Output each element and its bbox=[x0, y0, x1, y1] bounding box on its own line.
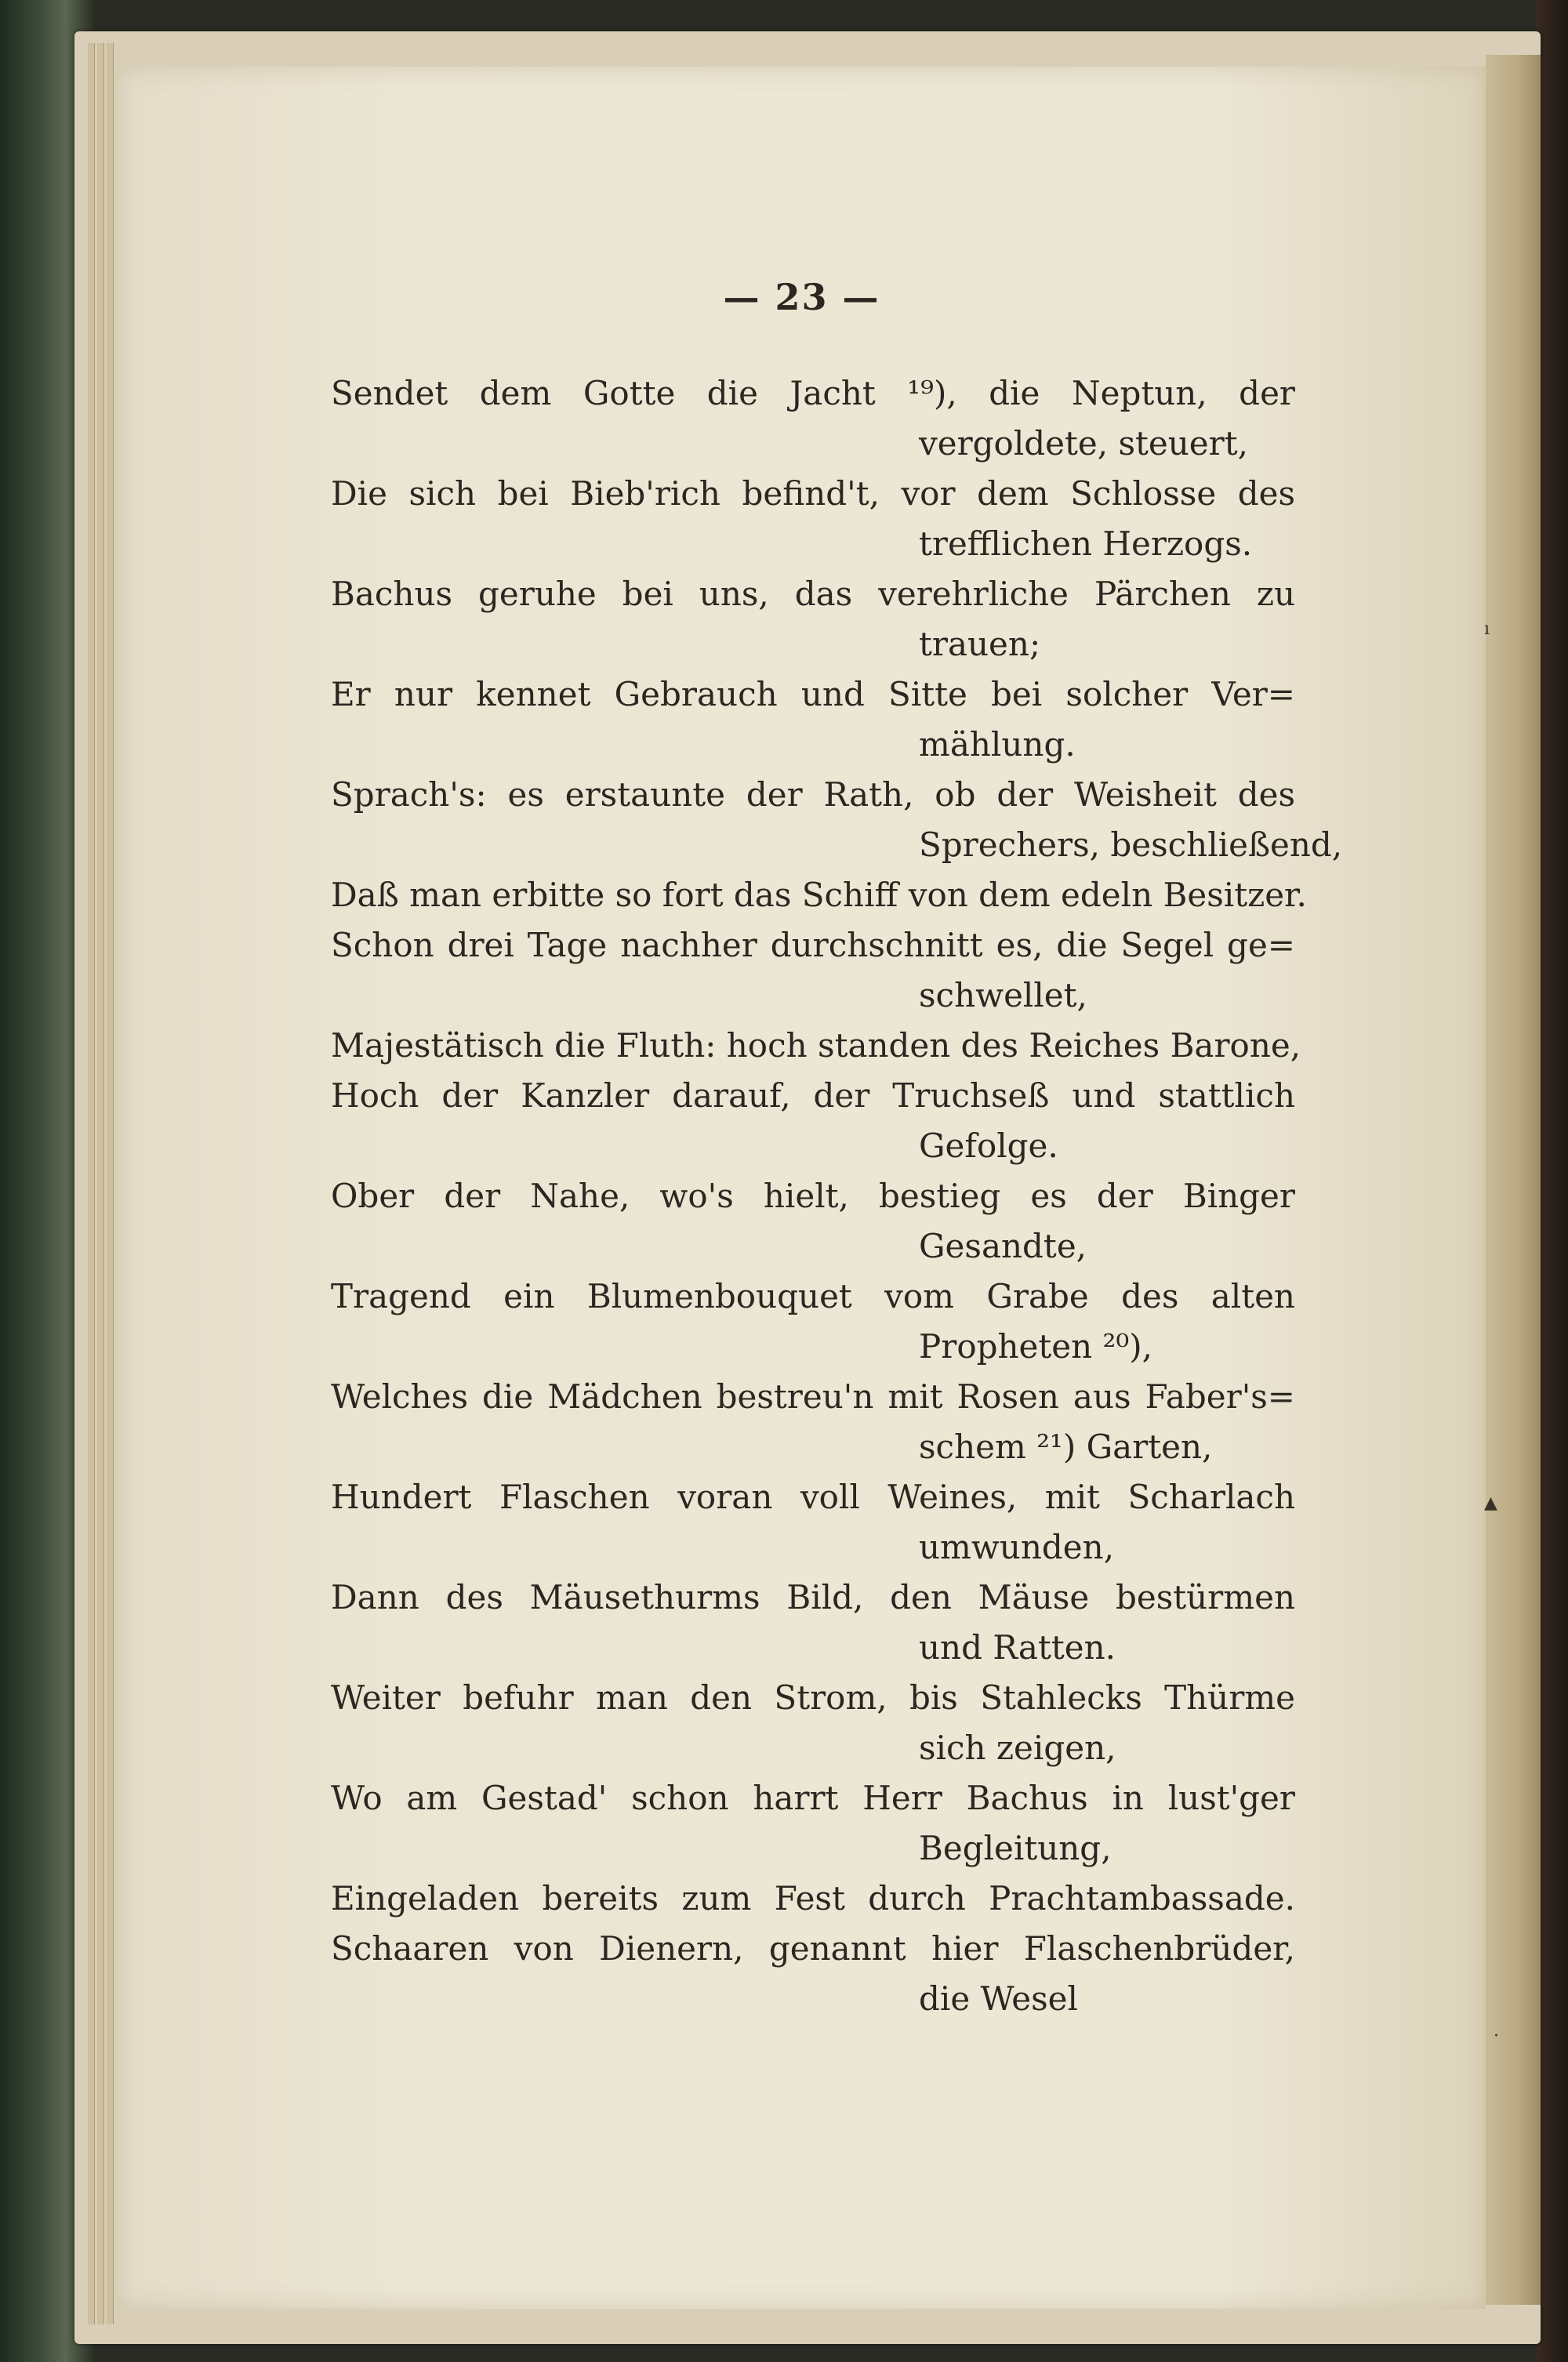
verse-continuation: vergoldete, steuert, bbox=[919, 424, 1248, 463]
verse bbox=[331, 1573, 1295, 1673]
verse-continuation: Begleitung, bbox=[919, 1829, 1112, 1867]
verse-line: Sprach's: es erstaunte der Rath, ob der Weisheit des bbox=[331, 775, 1295, 814]
verse bbox=[331, 1924, 1295, 2024]
verse-continuation: Gefolge. bbox=[919, 1127, 1058, 1165]
page-edge bbox=[107, 43, 114, 2324]
verse-continuation: schwellet, bbox=[919, 976, 1087, 1014]
verse-line: Hoch der Kanzler darauf, der Truchseß und stattlich bbox=[331, 1076, 1295, 1115]
page-edge-right bbox=[1486, 55, 1541, 2305]
verse-line: Hundert Flaschen voran voll Weines, mit Scharlach bbox=[331, 1478, 1295, 1516]
verse-line: Ober der Nahe, wo's hielt, bestieg es der Binger bbox=[331, 1177, 1295, 1215]
verse bbox=[331, 469, 1295, 569]
verse-continuation: mählung. bbox=[919, 725, 1076, 764]
verse-line: Tragend ein Blumenbouquet vom Grabe des alten bbox=[331, 1277, 1295, 1315]
verse-line: Wo am Gestad' schon harrt Herr Bachus in lust'ger bbox=[331, 1779, 1295, 1817]
page-number-header: — 23 — bbox=[723, 276, 880, 318]
verse-line: Schaaren von Dienern, genannt hier Flaschenbrüder, bbox=[331, 1929, 1295, 1968]
verse bbox=[331, 1071, 1295, 1171]
verse bbox=[331, 1372, 1295, 1472]
verse-continuation: trefflichen Herzogs. bbox=[919, 524, 1253, 563]
verse bbox=[331, 669, 1295, 770]
verse-line: Schon drei Tage nachher durchschnitt es, die Segel ge= bbox=[331, 926, 1295, 964]
verse-continuation: die Wesel bbox=[919, 1979, 1078, 2018]
verse-continuation: und Ratten. bbox=[919, 1628, 1116, 1667]
verse-continuation: umwunden, bbox=[919, 1528, 1115, 1566]
verse-line: Die sich bei Bieb'rich befind't, vor dem Schlosse des bbox=[331, 474, 1295, 513]
verse-line: Dann des Mäusethurms Bild, den Mäuse bestürmen bbox=[331, 1578, 1295, 1616]
verse bbox=[331, 368, 1295, 469]
verse bbox=[331, 569, 1295, 669]
verse bbox=[331, 1171, 1295, 1272]
verse bbox=[331, 920, 1295, 1021]
margin-mark: · bbox=[1494, 2026, 1499, 2046]
book-cover-right bbox=[1537, 0, 1568, 2362]
verse bbox=[331, 1021, 1301, 1071]
poem-text bbox=[331, 368, 1343, 2024]
verse-continuation: Sprechers, beschließend, bbox=[919, 825, 1343, 864]
verse-line: Weiter befuhr man den Strom, bis Stahlecks Thürme bbox=[331, 1678, 1295, 1717]
verse bbox=[331, 1673, 1295, 1773]
verse bbox=[331, 770, 1343, 870]
verse-continuation: trauen; bbox=[919, 625, 1041, 663]
verse-line: Eingeladen bereits zum Fest durch Prachtambassade. bbox=[331, 1879, 1295, 1918]
verse-line: Er nur kennet Gebrauch und Sitte bei solcher Ver= bbox=[331, 675, 1295, 713]
margin-mark: ▲ bbox=[1484, 1493, 1497, 1513]
verse-line: Bachus geruhe bei uns, das verehrliche Pärchen zu bbox=[331, 575, 1295, 613]
verse-continuation: Propheten ²⁰), bbox=[919, 1327, 1152, 1366]
verse-line: Sendet dem Gotte die Jacht ¹⁹), die Neptun, der bbox=[331, 374, 1295, 412]
verse-continuation: sich zeigen, bbox=[919, 1729, 1116, 1767]
page-edge bbox=[97, 43, 104, 2324]
verse-continuation: schem ²¹) Garten, bbox=[919, 1428, 1213, 1466]
verse-line: Welches die Mädchen bestreu'n mit Rosen aus Faber's= bbox=[331, 1377, 1295, 1416]
verse-line: Majestätisch die Fluth: hoch standen des Reiches Barone, bbox=[331, 1026, 1301, 1065]
verse bbox=[331, 1472, 1295, 1573]
verse-line: Daß man erbitte so fort das Schiff von dem edeln Besitzer. bbox=[331, 876, 1307, 914]
margin-mark: ı bbox=[1484, 619, 1490, 639]
verse bbox=[331, 1773, 1295, 1874]
verse-continuation: Gesandte, bbox=[919, 1227, 1087, 1265]
verse bbox=[331, 1272, 1295, 1372]
page-edge bbox=[88, 43, 95, 2324]
verse bbox=[331, 870, 1307, 920]
verse bbox=[331, 1874, 1295, 1924]
